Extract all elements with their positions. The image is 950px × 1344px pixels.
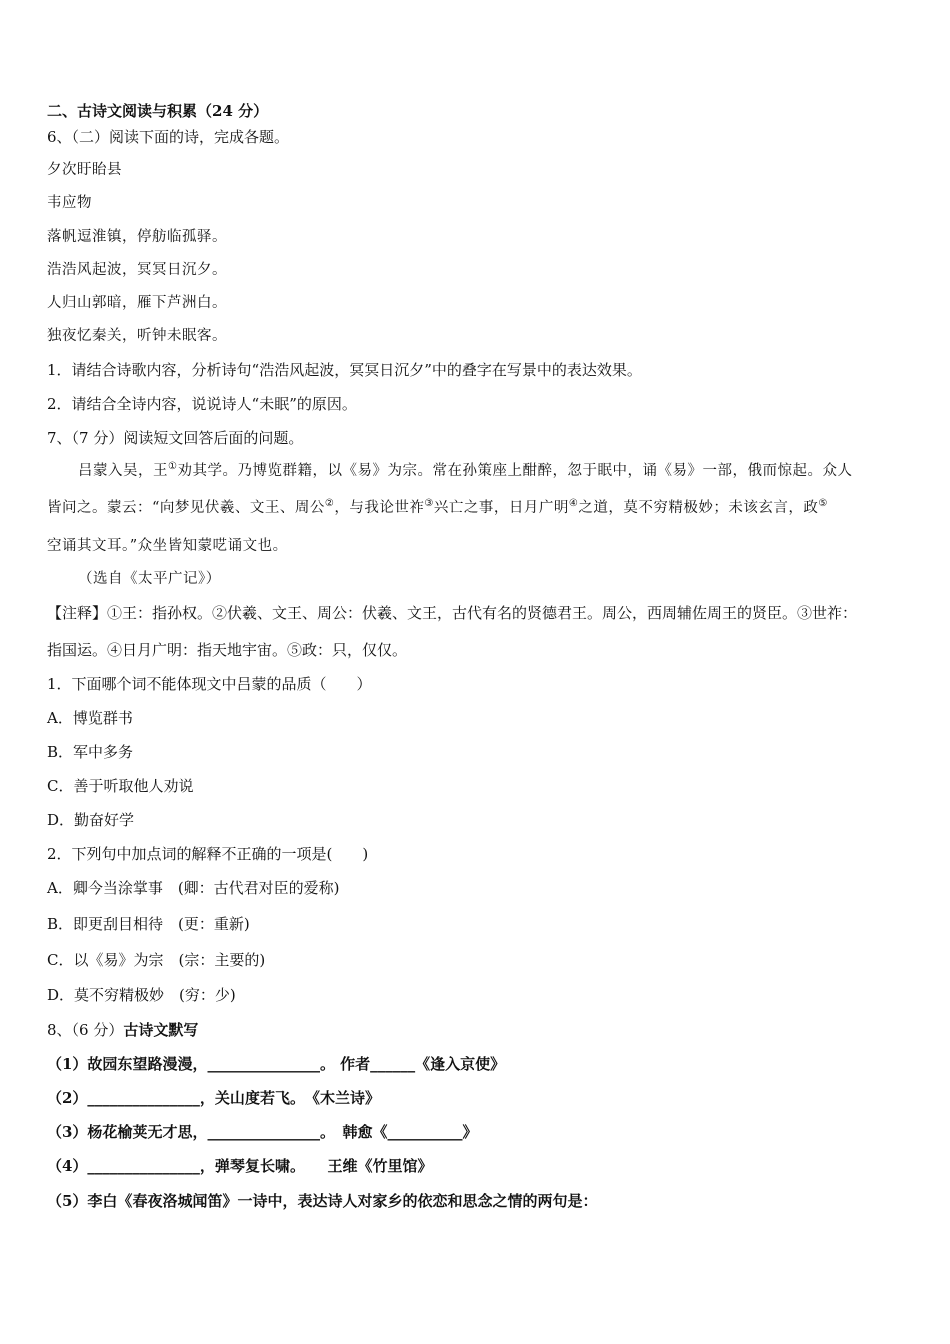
poem-line: 独夜忆秦关，听钟未眠客。: [47, 328, 227, 344]
q7-sub2-stem: 2．下列句中加点词的解释不正确的一项是( ): [47, 845, 369, 863]
poem-title: 夕次盱眙县: [47, 162, 122, 178]
q8-title: 古诗文默写: [123, 1021, 199, 1039]
passage-text: 皆问之。蒙云：“向梦见伏羲、文王、周公: [47, 500, 325, 516]
dictation-item: （5）李白《春夜洛城闻笛》一诗中，表达诗人对家乡的依恋和思念之情的两句是：: [47, 1192, 598, 1210]
section-title: 二、古诗文阅读与积累（24 分）: [47, 102, 269, 120]
poem-line: 落帆逗淮镇，停舫临孤驿。: [47, 229, 227, 245]
poem-line: 人归山郭暗，雁下芦洲白。: [47, 295, 227, 311]
passage-text: 兴亡之事，日月广明: [433, 500, 569, 516]
passage-text: 之道，莫不穷精极妙；未该玄言，政: [578, 500, 819, 516]
poem-line: 浩浩风起波，冥冥日沉夕。: [47, 262, 227, 278]
dictation-item: （3）杨花榆荚无才思，_______________。 韩愈《__________》: [47, 1123, 478, 1141]
q8-prefix: 8、（6 分）: [47, 1021, 124, 1039]
dictation-item: （4）_______________，弹琴复长啸。 王维《竹里馆》: [47, 1157, 433, 1175]
option-a: A．卿今当涂掌事 (卿：古代君对臣的爱称): [47, 879, 340, 897]
option-a: A．博览群书: [47, 709, 133, 727]
passage-text: 吕蒙入吴，王: [78, 463, 168, 479]
option-d: D．勤奋好学: [47, 811, 135, 829]
notes-line-2: 指国运。④日月广明：指天地宇宙。⑤政：只，仅仅。: [47, 641, 408, 659]
q7-intro: 7、（7 分）阅读短文回答后面的问题。: [47, 429, 304, 447]
q8-intro: [47, 1020, 198, 1040]
notes-line-1: 【注释】①王：指孙权。②伏羲、文王、周公：伏羲、文王，古代有名的贤德君王。周公，西周辅佐周王的贤臣。③世祚：: [47, 604, 858, 622]
note-marker: ④: [568, 498, 579, 509]
passage-text: ，与我论世祚: [334, 500, 425, 516]
option-b: B．即更刮目相待 (更：重新): [47, 915, 250, 933]
passage-line-1: [78, 461, 904, 481]
dictation-item: （1）故园东望路漫漫，_______________。 作者______《逢入京使》: [47, 1055, 506, 1073]
passage-text: 劝其学。乃博览群籍，以《易》为宗。常在孙策座上酣醉，忽于眠中，诵《易》一部，俄而惊起。众人: [177, 463, 853, 479]
q7-sub1-stem: 1．下面哪个词不能体现文中吕蒙的品质（ ）: [47, 675, 372, 693]
passage-source: （选自《太平广记》）: [78, 571, 221, 587]
option-c: C．善于听取他人劝说: [47, 777, 194, 795]
passage-line-2: [47, 498, 828, 518]
note-marker: ③: [424, 498, 434, 509]
q6-sub2: 2．请结合全诗内容，说说诗人“未眠”的原因。: [47, 395, 357, 413]
option-d: D．莫不穷精极妙 (穷：少): [47, 986, 236, 1004]
passage-line-3: 空诵其文耳。”众坐皆知蒙呓诵文也。: [47, 538, 288, 554]
note-marker: ①: [168, 461, 178, 472]
dictation-item: （2）_______________，关山度若飞。 《木兰诗》: [47, 1089, 380, 1107]
note-marker: ⑤: [818, 498, 828, 509]
q6-sub1: 1．请结合诗歌内容，分析诗句“浩浩风起波，冥冥日沉夕”中的叠字在写景中的表达效果。: [47, 361, 642, 379]
poem-author: 韦应物: [47, 195, 92, 211]
option-c: C．以《易》为宗 (宗：主要的): [47, 951, 266, 969]
option-b: B．军中多务: [47, 743, 134, 761]
q6-intro: 6、（二）阅读下面的诗，完成各题。: [47, 128, 290, 146]
note-marker: ②: [324, 498, 335, 509]
